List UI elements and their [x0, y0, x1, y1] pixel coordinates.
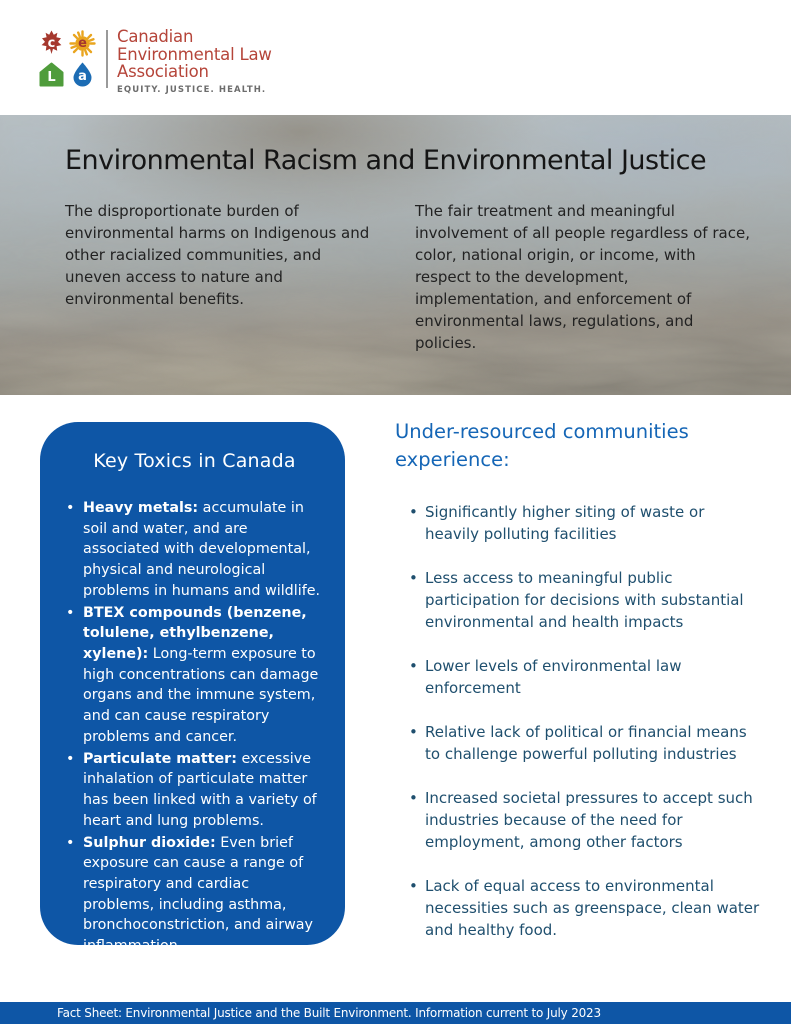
water-drop-icon	[69, 61, 96, 88]
footer-text: Fact Sheet: Environmental Justice and the Built Environment. Information current to July 2023	[57, 1006, 601, 1020]
page-title: Environmental Racism and Environmental Justice	[65, 145, 707, 176]
footer-bar	[0, 1002, 791, 1024]
toxics-list	[66, 498, 323, 957]
definition-columns	[65, 200, 755, 354]
experience-section	[395, 418, 760, 963]
org-tagline: EQUITY. JUSTICE. HEALTH.	[117, 84, 267, 95]
toxic-item-text: Even brief exposure can cause a range of respiratory and cardiac problems, including asthma, bronchoconstriction, and airway inflammation.	[83, 834, 313, 955]
experience-list	[395, 501, 760, 942]
experience-item: • Less access to meaningful public participation for decisions with substantial environmental and health impacts	[395, 567, 760, 633]
logo-letter: a	[78, 69, 87, 84]
header-logo	[38, 28, 272, 95]
logo-text-block	[117, 28, 272, 95]
experience-heading: Under-resourced communities experience:	[395, 420, 689, 472]
experience-item: • Lower levels of environmental law enforcement	[395, 655, 760, 699]
logo-letter: L	[47, 70, 56, 85]
hero-photo-band	[0, 115, 791, 395]
toxic-item	[66, 498, 323, 602]
logo-icon-grid	[38, 30, 96, 88]
house-icon	[38, 61, 65, 88]
org-name-line: Environmental Law	[117, 44, 272, 64]
maple-leaf-icon	[38, 30, 65, 57]
toxic-item-lead: BTEX compounds (benzene, tolulene, ethylbenzene, xylene):	[83, 604, 307, 663]
logo-letter: c	[47, 36, 56, 51]
org-name-line: Association	[117, 62, 209, 81]
toxic-item-text: accumulate in soil and water, and are associated with developmental, physical and neurological problems in humans and wildlife.	[83, 500, 321, 599]
toxic-item-lead: Heavy metals:	[83, 500, 199, 516]
logo-divider	[106, 30, 108, 88]
toxic-item	[66, 749, 323, 832]
experience-item: • Significantly higher siting of waste or heavily polluting facilities	[395, 501, 760, 545]
toxic-item-lead: Sulphur dioxide:	[83, 834, 216, 851]
environmental-racism-definition: The disproportionate burden of environmental harms on Indigenous and other racialized communities, and uneven access to nature and environmental benefits.	[65, 202, 370, 309]
sun-icon	[69, 30, 96, 57]
org-name-line: Canadian	[117, 27, 194, 46]
experience-item: • Lack of equal access to environmental necessities such as greenspace, clean water and healthy food.	[395, 875, 760, 941]
environmental-justice-definition: The fair treatment and meaningful involvement of all people regardless of race, color, national origin, or income, with respect to the development, implementation, and enforcement of environmental laws, regulations, and policies.	[415, 202, 750, 353]
experience-item: • Increased societal pressures to accept such industries because of the need for employment, among other factors	[395, 787, 760, 853]
toxic-item	[66, 833, 323, 957]
toxic-item-text: Long-term exposure to high concentrations can damage organs and the immune system, and can cause respiratory problems and cancer.	[83, 646, 319, 745]
logo-letter: e	[78, 36, 87, 51]
key-toxics-card	[40, 422, 345, 955]
toxics-card-title: Key Toxics in Canada	[93, 450, 296, 472]
experience-item: • Relative lack of political or financial means to challenge powerful polluting industries	[395, 721, 760, 765]
toxic-item-lead: Particulate matter:	[83, 750, 237, 767]
toxic-item	[66, 603, 323, 748]
toxic-item-text: excessive inhalation of particulate matter has been linked with a variety of heart and lung problems.	[83, 750, 317, 829]
